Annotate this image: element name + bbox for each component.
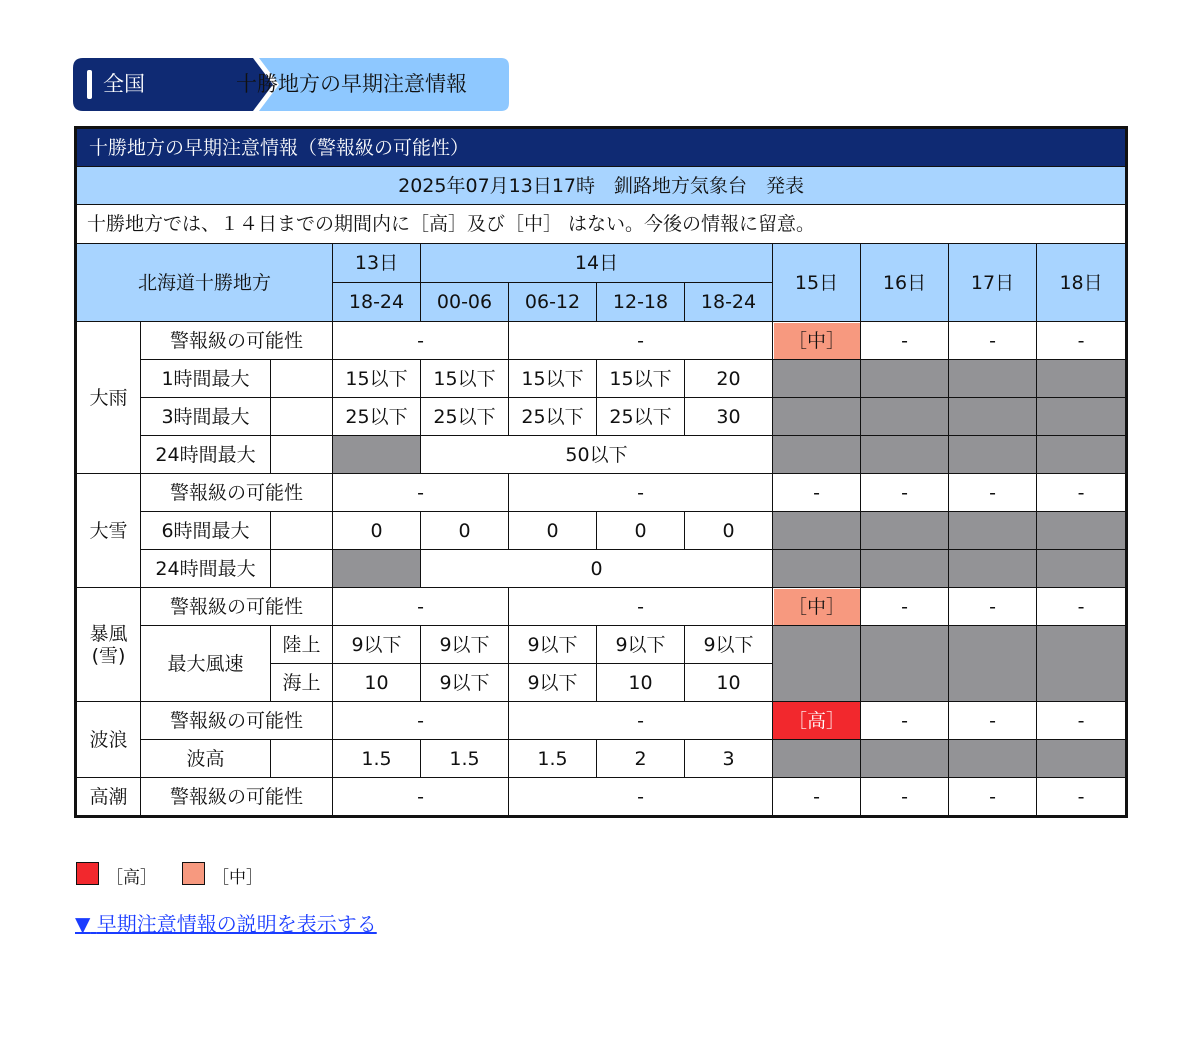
breadcrumb-marker-icon bbox=[87, 70, 92, 99]
unavailable-cell bbox=[861, 740, 949, 778]
table-cell: - bbox=[949, 474, 1037, 512]
table-cell: 9以下 bbox=[509, 664, 597, 702]
table-cell: 9以下 bbox=[421, 626, 509, 664]
row-label: 6時間最大 bbox=[141, 512, 271, 550]
unavailable-cell bbox=[773, 740, 861, 778]
unavailable-cell bbox=[1037, 512, 1127, 550]
table-cell: 2 bbox=[597, 740, 685, 778]
day-header: 15日 bbox=[773, 244, 861, 322]
unavailable-cell bbox=[1037, 626, 1127, 702]
table-cell: 15以下 bbox=[597, 360, 685, 398]
table-cell: - bbox=[333, 778, 509, 817]
table-cell: 20 bbox=[685, 360, 773, 398]
table-cell: 9以下 bbox=[597, 626, 685, 664]
breadcrumb bbox=[73, 58, 509, 111]
row-label: 最大風速 bbox=[141, 626, 271, 702]
table-cell: - bbox=[861, 702, 949, 740]
empty-cell bbox=[271, 512, 333, 550]
table-cell: - bbox=[861, 474, 949, 512]
table-cell: 1.5 bbox=[509, 740, 597, 778]
unavailable-cell bbox=[861, 512, 949, 550]
unavailable-cell bbox=[949, 512, 1037, 550]
table-cell: 1.5 bbox=[333, 740, 421, 778]
table-cell: 15以下 bbox=[421, 360, 509, 398]
table-cell: - bbox=[1037, 702, 1127, 740]
table-cell: 25以下 bbox=[509, 398, 597, 436]
unavailable-cell bbox=[949, 626, 1037, 702]
period-header: 18-24 bbox=[685, 283, 773, 322]
table-cell: 9以下 bbox=[421, 664, 509, 702]
period-header: 18-24 bbox=[333, 283, 421, 322]
show-explanation-label: 早期注意情報の説明を表示する bbox=[96, 912, 377, 936]
unavailable-cell bbox=[949, 436, 1037, 474]
unavailable-cell bbox=[333, 436, 421, 474]
row-label: 警報級の可能性 bbox=[141, 702, 333, 740]
empty-cell bbox=[271, 360, 333, 398]
row-label: 警報級の可能性 bbox=[141, 588, 333, 626]
legend-mid-swatch bbox=[182, 862, 205, 885]
table-cell: - bbox=[509, 474, 773, 512]
table-cell: 0 bbox=[509, 512, 597, 550]
unavailable-cell bbox=[949, 740, 1037, 778]
unavailable-cell bbox=[333, 550, 421, 588]
category-heavy-rain: 大雨 bbox=[76, 322, 141, 474]
table-cell: - bbox=[1037, 588, 1127, 626]
row-label: 24時間最大 bbox=[141, 550, 271, 588]
unavailable-cell bbox=[1037, 436, 1127, 474]
breadcrumb-home-label: 全国 bbox=[103, 72, 145, 96]
level-high-cell: ［高］ bbox=[773, 702, 861, 740]
table-cell: 1.5 bbox=[421, 740, 509, 778]
unavailable-cell bbox=[1037, 740, 1127, 778]
row-label: 波高 bbox=[141, 740, 271, 778]
table-cell: 9以下 bbox=[509, 626, 597, 664]
level-mid-cell bbox=[773, 588, 861, 626]
unavailable-cell bbox=[861, 360, 949, 398]
table-cell: - bbox=[1037, 778, 1127, 817]
table-cell: 3 bbox=[685, 740, 773, 778]
level-mid-badge: ［中］ bbox=[774, 589, 860, 625]
category-heavy-snow: 大雪 bbox=[76, 474, 141, 588]
day-header: 17日 bbox=[949, 244, 1037, 322]
table-cell: 10 bbox=[333, 664, 421, 702]
table-cell: 0 bbox=[421, 550, 773, 588]
day-header: 16日 bbox=[861, 244, 949, 322]
table-cell: - bbox=[509, 588, 773, 626]
table-cell: 0 bbox=[597, 512, 685, 550]
table-cell: - bbox=[333, 702, 509, 740]
unavailable-cell bbox=[949, 550, 1037, 588]
unavailable-cell bbox=[949, 360, 1037, 398]
category-storm-label: 暴風 bbox=[89, 622, 128, 645]
table-cell: - bbox=[949, 322, 1037, 360]
breadcrumb-home-link[interactable] bbox=[73, 58, 253, 111]
unavailable-cell bbox=[773, 626, 861, 702]
unavailable-cell bbox=[773, 360, 861, 398]
category-storm-surge: 高潮 bbox=[76, 778, 141, 817]
table-cell: 25以下 bbox=[333, 398, 421, 436]
table-cell: - bbox=[861, 322, 949, 360]
table-cell: - bbox=[949, 778, 1037, 817]
table-cell: 10 bbox=[597, 664, 685, 702]
table-cell: 10 bbox=[685, 664, 773, 702]
level-mid-badge: ［中］ bbox=[774, 323, 860, 359]
row-label: 警報級の可能性 bbox=[141, 322, 333, 360]
day-header: 13日 bbox=[333, 244, 421, 283]
unavailable-cell bbox=[773, 436, 861, 474]
period-header: 06-12 bbox=[509, 283, 597, 322]
unavailable-cell bbox=[773, 550, 861, 588]
unavailable-cell bbox=[1037, 398, 1127, 436]
table-cell: 25以下 bbox=[597, 398, 685, 436]
table-cell: 9以下 bbox=[333, 626, 421, 664]
unavailable-cell bbox=[1037, 550, 1127, 588]
table-cell: - bbox=[509, 322, 773, 360]
unavailable-cell bbox=[1037, 360, 1127, 398]
table-cell: - bbox=[949, 702, 1037, 740]
table-cell: - bbox=[861, 778, 949, 817]
row-label: 3時間最大 bbox=[141, 398, 271, 436]
period-header: 12-18 bbox=[597, 283, 685, 322]
table-cell: - bbox=[773, 778, 861, 817]
unavailable-cell bbox=[861, 550, 949, 588]
table-cell: - bbox=[949, 588, 1037, 626]
triangle-down-icon: ▼ bbox=[75, 912, 91, 936]
period-header: 00-06 bbox=[421, 283, 509, 322]
summary-message: 十勝地方では、１４日までの期間内に［高］及び［中］ はない。今後の情報に留意。 bbox=[76, 205, 1127, 244]
table-cell: - bbox=[1037, 474, 1127, 512]
unavailable-cell bbox=[861, 626, 949, 702]
day-header: 14日 bbox=[421, 244, 773, 283]
level-mid-cell bbox=[773, 322, 861, 360]
empty-cell bbox=[271, 740, 333, 778]
table-cell: - bbox=[333, 474, 509, 512]
legend-high-label: ［高］ bbox=[106, 868, 157, 888]
table-cell: - bbox=[509, 778, 773, 817]
table-cell: 15以下 bbox=[509, 360, 597, 398]
row-label: 警報級の可能性 bbox=[141, 474, 333, 512]
empty-cell bbox=[271, 398, 333, 436]
table-cell: 25以下 bbox=[421, 398, 509, 436]
category-waves: 波浪 bbox=[76, 702, 141, 778]
table-cell: 0 bbox=[421, 512, 509, 550]
table-cell: 30 bbox=[685, 398, 773, 436]
legend-mid-label: ［中］ bbox=[212, 868, 263, 888]
early-warning-table bbox=[74, 126, 1128, 818]
row-sublabel: 陸上 bbox=[271, 626, 333, 664]
table-title: 十勝地方の早期注意情報（警報級の可能性） bbox=[76, 128, 1127, 167]
breadcrumb-current: 十勝地方の早期注意情報 bbox=[236, 72, 467, 96]
table-cell: - bbox=[509, 702, 773, 740]
category-storm-sub: (雪) bbox=[91, 644, 126, 667]
table-cell: 0 bbox=[333, 512, 421, 550]
row-label: 1時間最大 bbox=[141, 360, 271, 398]
issued-info: 2025年07月13日17時 釧路地方気象台 発表 bbox=[76, 167, 1127, 205]
legend-high-swatch bbox=[76, 862, 99, 885]
category-storm bbox=[76, 588, 141, 702]
table-cell: - bbox=[861, 588, 949, 626]
table-cell: - bbox=[1037, 322, 1127, 360]
unavailable-cell bbox=[773, 512, 861, 550]
unavailable-cell bbox=[861, 398, 949, 436]
table-cell: 15以下 bbox=[333, 360, 421, 398]
table-cell: - bbox=[773, 474, 861, 512]
table-cell: 50以下 bbox=[421, 436, 773, 474]
table-cell: - bbox=[333, 322, 509, 360]
table-cell: 9以下 bbox=[685, 626, 773, 664]
row-label: 警報級の可能性 bbox=[141, 778, 333, 817]
empty-cell bbox=[271, 550, 333, 588]
table-cell: - bbox=[333, 588, 509, 626]
empty-cell bbox=[271, 436, 333, 474]
area-header: 北海道十勝地方 bbox=[76, 244, 333, 322]
table-cell: 0 bbox=[685, 512, 773, 550]
show-explanation-link[interactable] bbox=[75, 908, 377, 937]
row-label: 24時間最大 bbox=[141, 436, 271, 474]
unavailable-cell bbox=[773, 398, 861, 436]
unavailable-cell bbox=[949, 398, 1037, 436]
unavailable-cell bbox=[861, 436, 949, 474]
row-sublabel: 海上 bbox=[271, 664, 333, 702]
day-header: 18日 bbox=[1037, 244, 1127, 322]
